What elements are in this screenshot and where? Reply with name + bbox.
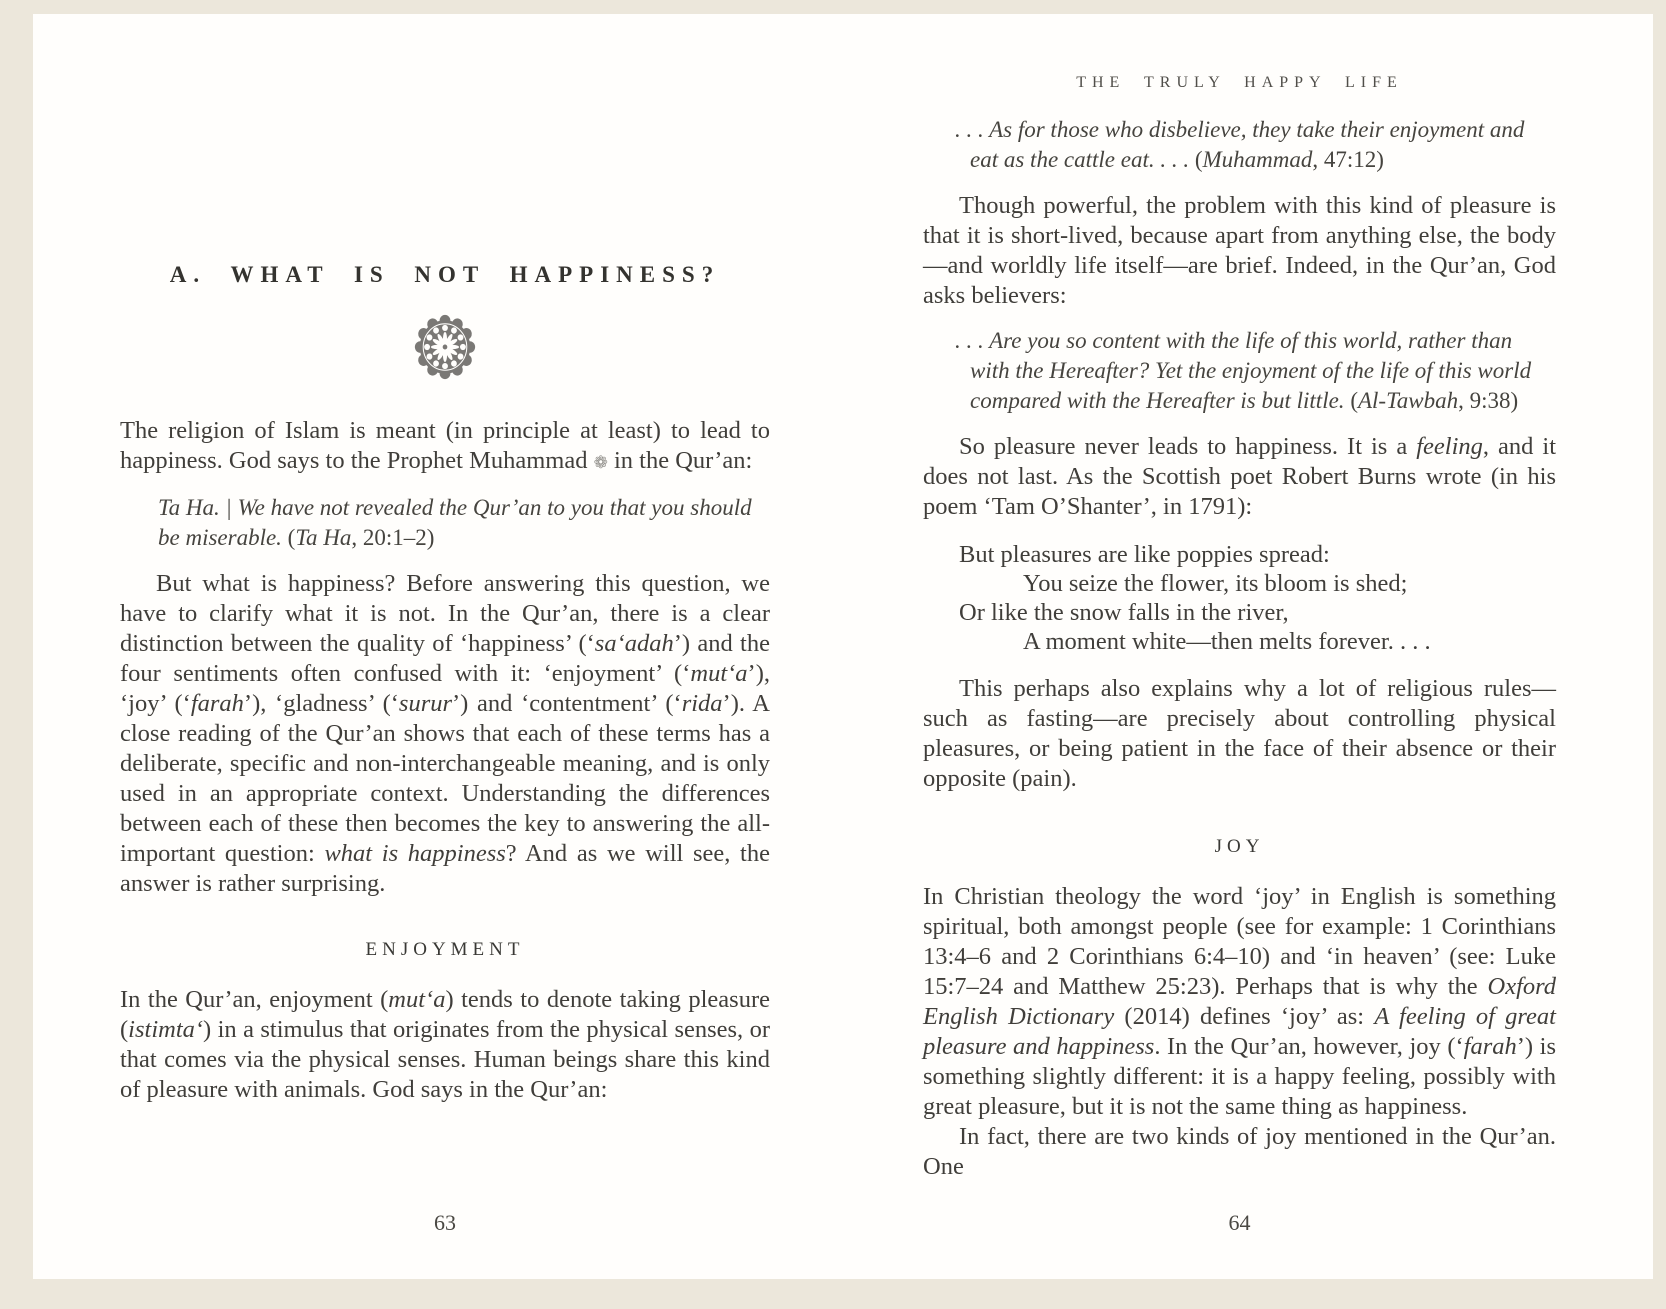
rosette-ornament-icon: [414, 314, 476, 380]
poem-burns: [959, 540, 1556, 656]
paragraph-though-powerful: Though powerful, the problem with this kind of pleasure is that it is short-lived, because apart from anything else, the body—and worldly life itself—are brief. Indeed, in the Qur’an, God asks believers:: [923, 192, 1556, 309]
pbuh-symbol: ❁: [593, 453, 608, 473]
poem-line: A moment white—then melts forever. . . .: [1023, 628, 1431, 655]
left-page: [120, 14, 770, 1279]
paragraph-what-is-happiness: But what is happiness? Before answering this question, we have to clarify what it is not. In the Qur’an, there is a clear distinction between the quality of ‘happiness’ (‘sa‘adah’) and the four sentiments often confused with it: ‘enjoyment’ (‘mut‘a’), ‘joy’ (‘farah’), ‘gladness’ (‘surur’) and ‘contentment’ (‘rida’). A close reading of the Qur’an shows that each of these terms has a deliberate, specific and non-interchangeable meaning, and is only used in an appropriate context. Understanding the differences between each of these then becomes the key to answering the all-important question: what is happiness? And as we will see, the answer is rather surprising.: [120, 570, 770, 897]
quran-quote-altawbah: . . . Are you so content with the life of this world, rather than with the Hereafter? Yet the enjoyment of the life of this world compared with the Hereafter is but little. (Al-Tawbah, 9:38): [955, 328, 1532, 413]
paragraph-religious-rules: This perhaps also explains why a lot of religious rules—such as fasting—are precisely about controlling physical pleasures, or being patient in the face of their absence or their opposite (pain).: [923, 675, 1556, 792]
book-page-spread: [33, 14, 1653, 1279]
page-number-left: 63: [434, 1210, 456, 1235]
paragraph-enjoyment: In the Qur’an, enjoyment (mut‘a) tends to denote taking pleasure (istimta‘) in a stimulus that originates from the physical senses, or that comes via the physical senses. Human beings share this kind of pleasure with animals. God says in the Qur’an:: [120, 986, 770, 1103]
subheading-enjoyment: ENJOYMENT: [365, 939, 525, 960]
quran-quote-muhammad: . . . As for those who disbelieve, they take their enjoyment and eat as the cattle eat. . . . (Muhammad, 47:12): [955, 117, 1525, 172]
poem-line: You seize the flower, its bloom is shed;: [1023, 570, 1408, 597]
page-number-right: 64: [1228, 1210, 1251, 1235]
running-header: THE TRULY HAPPY LIFE: [1076, 74, 1403, 91]
paragraph-so-pleasure: So pleasure never leads to happiness. It is a feeling, and it does not last. As the Scottish poet Robert Burns wrote (in his poem ‘Tam O’Shanter’, in 1791):: [923, 433, 1556, 520]
paragraph-joy-christian: In Christian theology the word ‘joy’ in English is something spiritual, both amongst people (see for example: 1 Corinthians 13:4–6 and 2 Corinthians 6:4–10) and ‘in heaven’ (see: Luke 15:7–24 and Matthew 25:23). Perhaps that is why the Oxford English Dictionary (2014) defines ‘joy’ as: A feeling of great pleasure and happiness. In the Qur’an, however, joy (‘farah’) is something slightly different: it is a happy feeling, possibly with great pleasure, but it is not the same thing as happiness.: [923, 883, 1556, 1120]
right-page: [923, 14, 1556, 1279]
paragraph-two-kinds-of-joy: In fact, there are two kinds of joy mentioned in the Qur’an. One: [923, 1123, 1556, 1180]
poem-line: But pleasures are like poppies spread:: [959, 541, 1330, 568]
poem-line: Or like the snow falls in the river,: [959, 599, 1289, 626]
quran-quote-taha: Ta Ha. | We have not revealed the Qur’an to you that you should be miserable. (Ta Ha, 20:1–2): [158, 495, 752, 550]
subheading-joy: JOY: [1214, 836, 1265, 857]
paragraph-intro: The religion of Islam is meant (in principle at least) to lead to happiness. God says to the Prophet Muhammad ❁ in the Qur’an:: [120, 417, 770, 474]
section-heading: A. WHAT IS NOT HAPPINESS?: [169, 262, 721, 287]
